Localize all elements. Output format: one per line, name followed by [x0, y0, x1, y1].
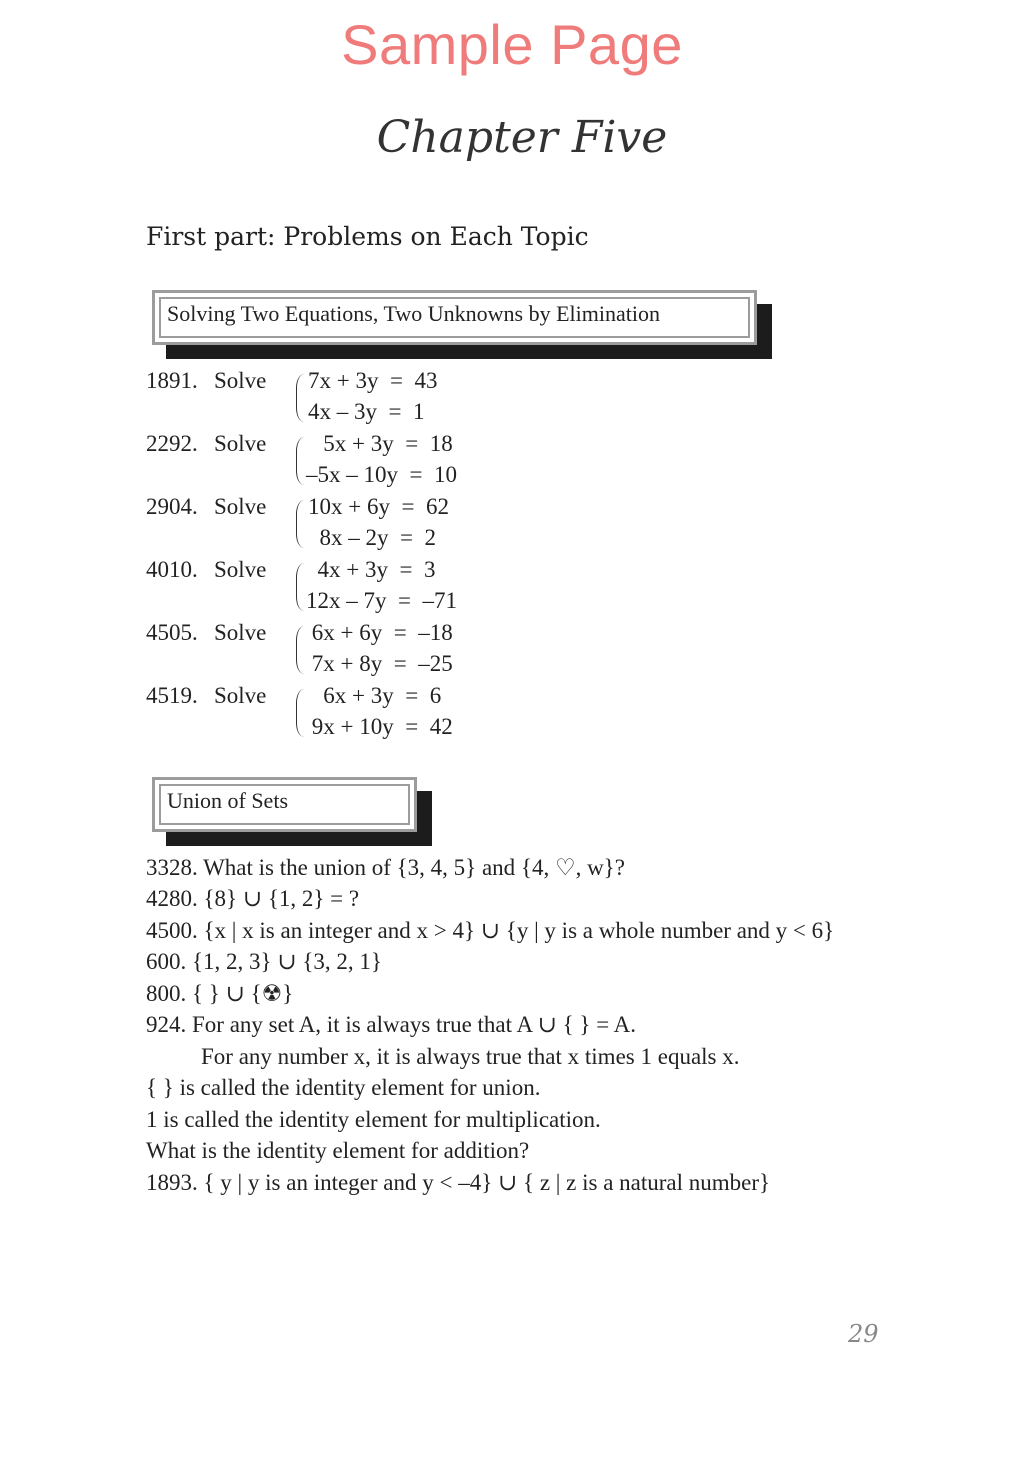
problem-verb: Solve [214, 368, 267, 393]
problem-number: 2904. [146, 494, 198, 519]
equation: 7x + 8y = –25 [306, 651, 453, 676]
equation: 6x + 3y = 6 [306, 683, 442, 708]
problem-verb: Solve [214, 620, 267, 645]
problem-line: 600. {1, 2, 3} ∪ {3, 2, 1} [146, 949, 382, 974]
equation: –5x – 10y = 10 [306, 462, 457, 487]
brace-icon [296, 500, 304, 524]
equation: 8x – 2y = 2 [308, 525, 436, 550]
problem-number: 4010. [146, 557, 198, 582]
problem-line: 4280. {8} ∪ {1, 2} = ? [146, 886, 360, 911]
problem-line: 4500. {x | x is an integer and x > 4} ∪ {y | y is a whole number and y < 6} [146, 918, 835, 943]
problem-verb: Solve [214, 431, 267, 456]
brace-icon [296, 626, 304, 650]
brace-icon [296, 689, 304, 713]
problem-line: 1893. { y | y is an integer and y < –4} ∪ { z | z is a natural number} [146, 1170, 771, 1195]
equation: 5x + 3y = 18 [306, 431, 453, 456]
equation: 4x + 3y = 3 [306, 557, 436, 582]
brace-icon [296, 563, 304, 587]
problem-line: 924. For any set A, it is always true that A ∪ { } = A. [146, 1012, 637, 1037]
equation: 10x + 6y = 62 [308, 494, 449, 519]
problem-line: What is the identity element for addition? [146, 1138, 530, 1163]
problem-verb: Solve [214, 683, 267, 708]
problem-number: 4519. [146, 683, 198, 708]
problem-line: 800. { } ∪ {☢} [146, 981, 294, 1006]
brace-icon [296, 374, 304, 398]
part-heading: First part: Problems on Each Topic [146, 222, 589, 251]
chapter-title: Chapter Five [376, 112, 668, 163]
equation: 9x + 10y = 42 [306, 714, 453, 739]
section-title: Union of Sets [159, 784, 410, 825]
brace-icon [296, 398, 304, 422]
section-header-elimination [152, 290, 757, 345]
problem-number: 4505. [146, 620, 198, 645]
brace-icon [296, 524, 304, 548]
problem-line: { } is called the identity element for union. [146, 1075, 541, 1100]
problem-number: 2292. [146, 431, 198, 456]
problem-line: For any number x, it is always true that x times 1 equals x. [201, 1044, 740, 1069]
brace-icon [296, 437, 304, 461]
section-header-union [152, 777, 417, 832]
brace-icon [296, 713, 304, 737]
problem-line: 1 is called the identity element for multiplication. [146, 1107, 601, 1132]
problem-line: 3328. What is the union of {3, 4, 5} and {4, ♡, w}? [146, 855, 625, 880]
equation: 12x – 7y = –71 [306, 588, 457, 613]
problem-number: 1891. [146, 368, 198, 393]
watermark: Sample Page [341, 13, 683, 76]
brace-icon [296, 587, 304, 611]
section-title: Solving Two Equations, Two Unknowns by Elimination [159, 297, 750, 338]
page-number: 29 [848, 1320, 879, 1348]
equation: 4x – 3y = 1 [308, 399, 425, 424]
problem-verb: Solve [214, 557, 267, 582]
brace-icon [296, 650, 304, 674]
problem-verb: Solve [214, 494, 267, 519]
equation: 7x + 3y = 43 [308, 368, 438, 393]
equation: 6x + 6y = –18 [306, 620, 453, 645]
brace-icon [296, 461, 304, 485]
